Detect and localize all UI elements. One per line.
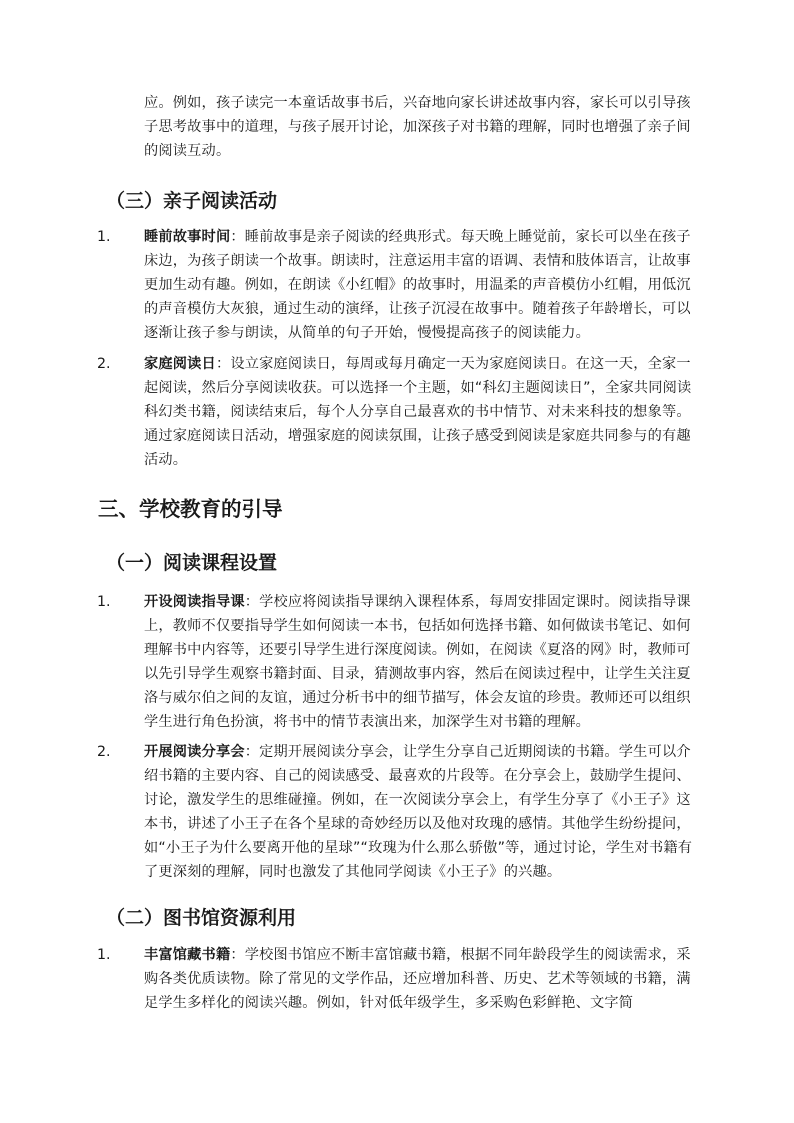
list-item-text [144,225,704,345]
list-number: 2. [97,744,111,760]
list-item-body: ：学校图书馆应不断丰富馆藏书籍，根据不同年龄段学生的阅读需求，采购各类优质读物。除了常见的文学作品，还应增加科普、历史、艺术等领域的书籍，满足学生多样化的阅读兴趣。例如，针对低年级学生，多采购色彩鲜艳、文字简 [144,947,691,1011]
list-number: 1. [97,229,111,245]
list-item-text [144,740,704,884]
list-item-term: 丰富馆藏书籍 [144,947,231,963]
chapter-heading-school: 三、学校教育的引导 [98,497,283,521]
list-number: 2. [97,356,111,372]
section-heading-library: （二）图书馆资源利用 [106,907,297,929]
list-item-term: 开展阅读分享会 [144,744,245,760]
list-item-body: ：睡前故事是亲子阅读的经典形式。每天晚上睡觉前，家长可以坐在孩子床边，为孩子朗读一个故事。朗读时，注意运用丰富的语调、表情和肢体语言，让故事更加生动有趣。例如，在朗读《小红帽》的故事时，用温柔的声音模仿小红帽，用低沉的声音模仿大灰狼，通过生动的演绎，让孩子沉浸在故事中。随着孩子年龄增长，可以逐渐让孩子参与朗读，从简单的句子开始，慢慢提高孩子的阅读能力。 [144,229,691,341]
list-item-body: ：设立家庭阅读日，每周或每月确定一天为家庭阅读日。在这一天，全家一起阅读，然后分享阅读收获。可以选择一个主题，如“科幻主题阅读日”，全家共同阅读科幻类书籍，阅读结束后，每个人分享自己最喜欢的书中情节、对未来科技的想象等。通过家庭阅读日活动，增强家庭的阅读氛围，让孩子感受到阅读是家庭共同参与的有趣活动。 [144,356,692,468]
list-item-term: 开设阅读指导课 [144,594,245,610]
list-item-body: ：学校应将阅读指导课纳入课程体系，每周安排固定课时。阅读指导课上，教师不仅要指导学生如何阅读一本书，包括如何选择书籍、如何做读书笔记、如何理解书中内容等，还要引导学生进行深度阅读。例如，在阅读《夏洛的网》时，教师可以先引导学生观察书籍封面、目录，猜测故事内容，然后在阅读过程中，让学生关注夏洛与威尔伯之间的友谊，通过分析书中的细节描写，体会友谊的珍贵。教师还可以组织学生进行角色扮演，将书中的情节表演出来，加深学生对书籍的理解。 [144,594,691,730]
list-item-text [144,943,704,1015]
section-heading-parent-reading: （三）亲子阅读活动 [106,190,278,212]
list-number: 1. [97,947,111,963]
list-item-body: ：定期开展阅读分享会，让学生分享自己近期阅读的书籍。学生可以介绍书籍的主要内容、自己的阅读感受、最喜欢的片段等。在分享会上，鼓励学生提问、讨论，激发学生的思维碰撞。例如，在一次阅读分享会上，有学生分享了《小王子》这本书，讲述了小王子在各个星球的奇妙经历以及他对玫瑰的感情。其他学生纷纷提问，如“小王子为什么要离开他的星球”“玫瑰为什么那么骄傲”等，通过讨论，学生对书籍有了更深刻的理解，同时也激发了其他同学阅读《小王子》的兴趣。 [144,744,693,880]
section-heading-courses: （一）阅读课程设置 [106,552,278,574]
intro-paragraph: 应。例如，孩子读完一本童话故事书后，兴奋地向家长讲述故事内容，家长可以引导孩子思考故事中的道理，与孩子展开讨论，加深孩子对书籍的理解，同时也增强了亲子间的阅读互动。 [144,95,691,159]
list-item-text [144,590,704,734]
list-number: 1. [97,594,111,610]
list-item-term: 家庭阅读日 [144,356,216,372]
list-item-text [144,352,704,472]
list-item-term: 睡前故事时间 [144,229,231,245]
